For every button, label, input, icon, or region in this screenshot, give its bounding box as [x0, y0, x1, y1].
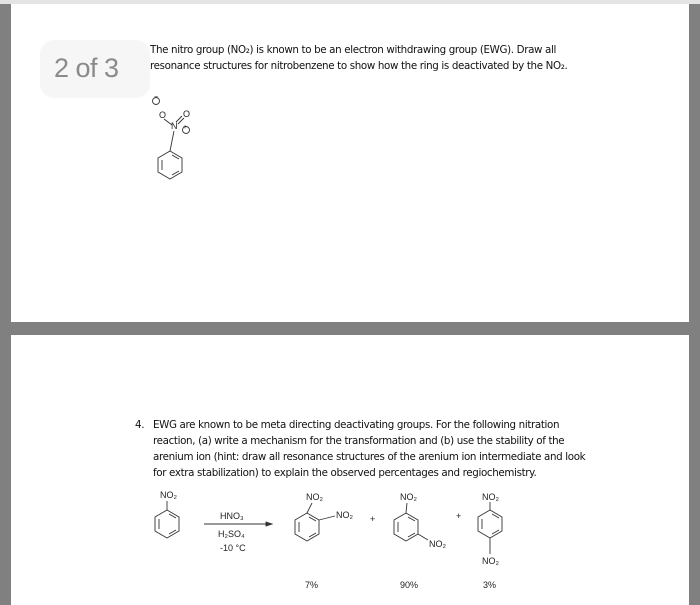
question3-line2: resonance structures for nitrobenzene to show how the ring is deactivated by the NO₂.: [150, 60, 568, 72]
question4-line: EWG are known to be meta directing deactivating groups. For the following nitration: [153, 419, 560, 431]
plus-charge: +: [183, 124, 188, 131]
c-n-bond: [170, 131, 174, 151]
atom-o-double: O: [183, 109, 191, 119]
reagent-h2so4: H₂SO₄: [218, 529, 245, 539]
question4-line: reaction, (a) write a mechanism for the transformation and (b) use the stability of the: [153, 435, 565, 447]
minus-charge: −: [154, 94, 159, 101]
question4-number: 4.: [135, 419, 145, 431]
para-no2-label: NO₂: [482, 492, 499, 502]
atom-n: N: [171, 121, 178, 131]
atom-o-single: O: [159, 110, 167, 120]
question4-line: arenium ion (hint: draw all resonance structures of the arenium ion intermediate and look: [153, 451, 586, 463]
page-indicator: 2 of 3: [54, 53, 119, 83]
ortho-percent: 7%: [305, 580, 319, 590]
para-percent: 3%: [483, 580, 497, 590]
meta-percent: 90%: [400, 580, 419, 590]
plus-sign: +: [456, 511, 462, 521]
meta-no2-label: NO₂: [429, 539, 446, 549]
reagent-temperature: -10 °C: [220, 543, 246, 553]
ortho-no2-label: NO₂: [336, 510, 353, 520]
reactant-no2-label: NO₂: [160, 490, 177, 500]
meta-no2-label: NO₂: [400, 492, 417, 502]
question4-line: for extra stabilization) to explain the observed percentages and regiochemistry.: [153, 467, 537, 479]
para-no2-label: NO₂: [482, 556, 499, 566]
ortho-no2-label: NO₂: [306, 492, 323, 502]
reagent-hno3: HNO₃: [220, 511, 244, 521]
plus-sign: +: [370, 514, 376, 524]
question3-line1: The nitro group (NO₂) is known to be an electron withdrawing group (EWG). Draw all: [150, 44, 557, 56]
reaction-scheme: [155, 501, 502, 554]
